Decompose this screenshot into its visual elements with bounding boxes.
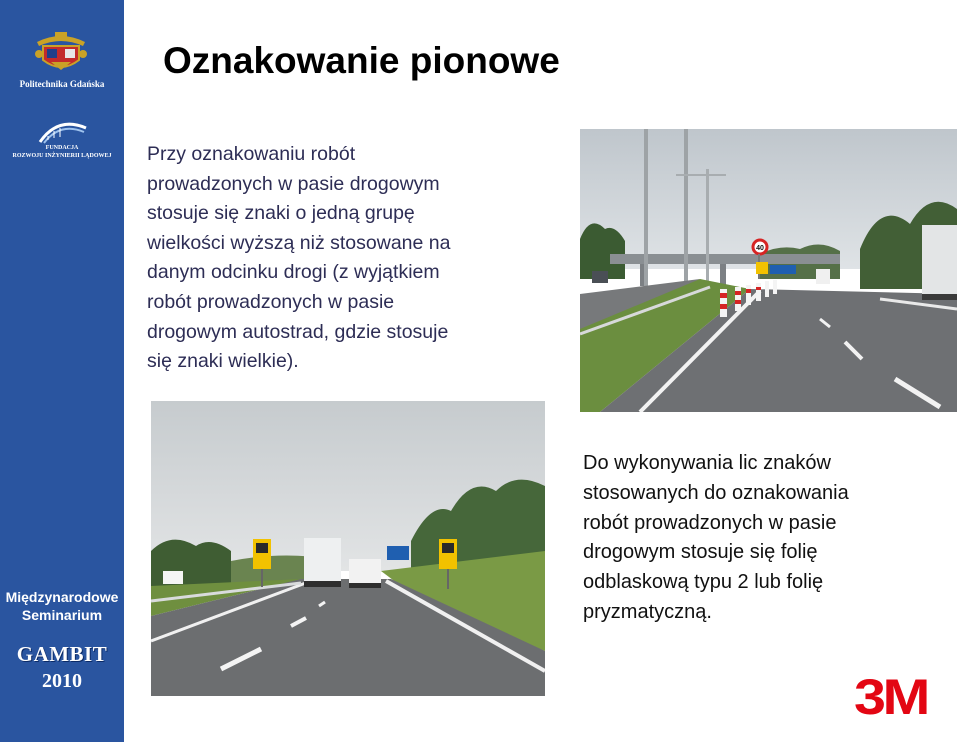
3m-logo: 3M — [854, 669, 927, 725]
event-year: 2010 — [42, 670, 82, 692]
paragraph-line: drogowym autostrad, gdzie stosuje — [147, 320, 449, 343]
university-crest-icon — [33, 28, 89, 74]
paragraph-line: odblaskową typu 2 lub folię — [583, 571, 824, 594]
paragraph-line: danym odcinku drogi (z wyjątkiem — [147, 261, 440, 284]
paragraph-line: Przy oznakowaniu robót — [147, 143, 356, 165]
paragraph-line: się znaki wielkie). — [147, 350, 299, 373]
sidebar — [0, 0, 124, 742]
event-name: GAMBIT — [16, 642, 108, 666]
roadwork-photo-top — [580, 129, 957, 412]
paragraph-materials — [583, 449, 953, 628]
roadwork-photo-bottom — [151, 401, 545, 696]
foundation-name-line1: FUNDACJA — [45, 145, 79, 151]
paragraph-line: prowadzonych w pasie drogowym — [147, 172, 440, 195]
paragraph-line: stosuje się znaki o jedną grupę — [147, 202, 415, 225]
paragraph-line: pryzmatyczną. — [583, 600, 712, 623]
paragraph-line: robót prowadzonych w pasie — [147, 290, 395, 313]
highway-barriers-photo — [580, 129, 957, 412]
motorway-trucks-photo — [151, 401, 545, 696]
slide-title: Oznakowanie pionowe — [163, 40, 560, 81]
paragraph-line: drogowym stosuje się folię — [583, 541, 818, 564]
paragraph-line: stosowanych do oznakowania — [583, 481, 849, 504]
foundation-bridge-icon — [38, 116, 88, 144]
paragraph-line: wielkości wyższą niż stosowane na — [147, 231, 451, 254]
paragraph-line: robót prowadzonych w pasie — [583, 511, 837, 534]
foundation-name-line2: ROZWOJU INŻYNIERII LĄDOWEJ — [12, 153, 112, 159]
paragraph-intro — [147, 140, 567, 377]
speed-limit-sign: 40 — [756, 245, 764, 252]
seminar-title-line2: Seminarium — [21, 607, 103, 623]
paragraph-line: Do wykonywania lic znaków — [583, 452, 831, 474]
seminar-title-line1: Międzynarodowe — [5, 589, 119, 605]
university-name: Politechnika Gdańska — [19, 79, 105, 89]
